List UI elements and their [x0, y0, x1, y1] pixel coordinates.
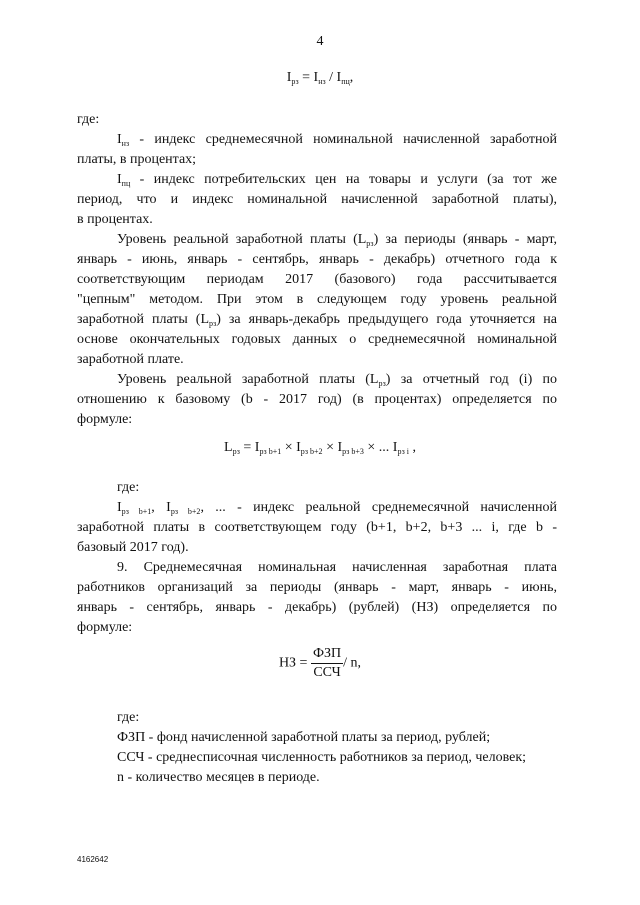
para9-line1: 9. Среднемесячная номинальная начисленная заработная плата [117, 560, 557, 575]
para9-line4: формуле: [77, 620, 133, 635]
def-chain-line3: базовый 2017 год). [77, 540, 189, 555]
def-inz-line2: платы, в процентах; [77, 152, 197, 167]
where-label-1: где: [77, 112, 100, 127]
def-chain-line1: $I_{рз b+1}$, $I_{рз b+2}$, ... - индекс реальной среднемесячной начисленной [117, 500, 557, 516]
para-real-line3: соответствующим периодам 2017 (базового) года рассчитывается [77, 272, 557, 287]
para9-line2: работников организаций за периоды (январь - март, январь - июнь, [77, 580, 557, 595]
para-year-line2: отношению к базовому (b - 2017 год) (в процентах) определяется по [77, 392, 557, 407]
para-year-line1: Уровень реальной заработной платы $(L_{рз})$ за отчетный год (i) по [117, 372, 557, 388]
def-fzp: ФЗП - фонд начисленной заработной платы за период, рублей; [117, 730, 491, 745]
def-n: n - количество месяцев в периоде. [117, 770, 320, 785]
def-ipc-line2: период, что и индекс номинальной начисленной заработной платы), [77, 192, 557, 207]
page-number: 4 [316, 34, 324, 49]
para-year-line3: формуле: [77, 412, 133, 427]
para-real-line1: Уровень реальной заработной платы $(L_{рз})$ за периоды (январь - март, [117, 232, 557, 248]
formula-real-wage-index: $I_{рз} = I_{нз} / I_{пц}$, [286, 70, 354, 86]
def-ipc-line1: $I_{пц}$ - индекс потребительских цен на товары и услуги (за тот же [117, 172, 557, 188]
fraction-fzp-ssch: $\frac{\text{ФЗП}}{\text{ССЧ}}$ [312, 646, 342, 680]
document-id: 4162642 [77, 855, 109, 864]
def-ipc-line3: в процентах. [77, 212, 153, 227]
para-real-line5: заработной платы $(L_{рз})$ за январь-декабрь предыдущего года уточняется на [77, 312, 557, 328]
def-inz-line1: $I_{нз}$ - индекс среднемесячной номинальной начисленной заработной [117, 132, 557, 148]
where-label-3: где: [117, 710, 140, 725]
para9-line3: январь - сентябрь, январь - декабрь) (рублей) (НЗ) определяется по [77, 600, 557, 615]
formula-nz: НЗ = $\frac{\text{ФЗП}}{\text{ССЧ}}$ / n, [278, 646, 362, 680]
para-real-line6: основе окончательных годовых данных о среднемесячной номинальной [77, 332, 557, 347]
def-chain-line2: заработной платы в соответствующем году (b+1, b+2, b+3 ... i, где b - [77, 520, 557, 535]
para-real-line4: "цепным" методом. При этом в следующем году уровень реальной [77, 292, 557, 307]
para-real-line7: заработной плате. [77, 352, 184, 367]
para-real-line2: январь - июнь, январь - сентябрь, январь - декабрь) отчетного года к [77, 252, 557, 267]
formula-chain-index: $L_{рз} = I_{рз b+1} \times I_{рз b+2} \times I_{рз b+3}$ × ... $I_{рз i}$ , [224, 440, 416, 456]
def-ssch: ССЧ - среднесписочная численность работников за период, человек; [117, 750, 527, 765]
where-label-2: где: [117, 480, 140, 495]
